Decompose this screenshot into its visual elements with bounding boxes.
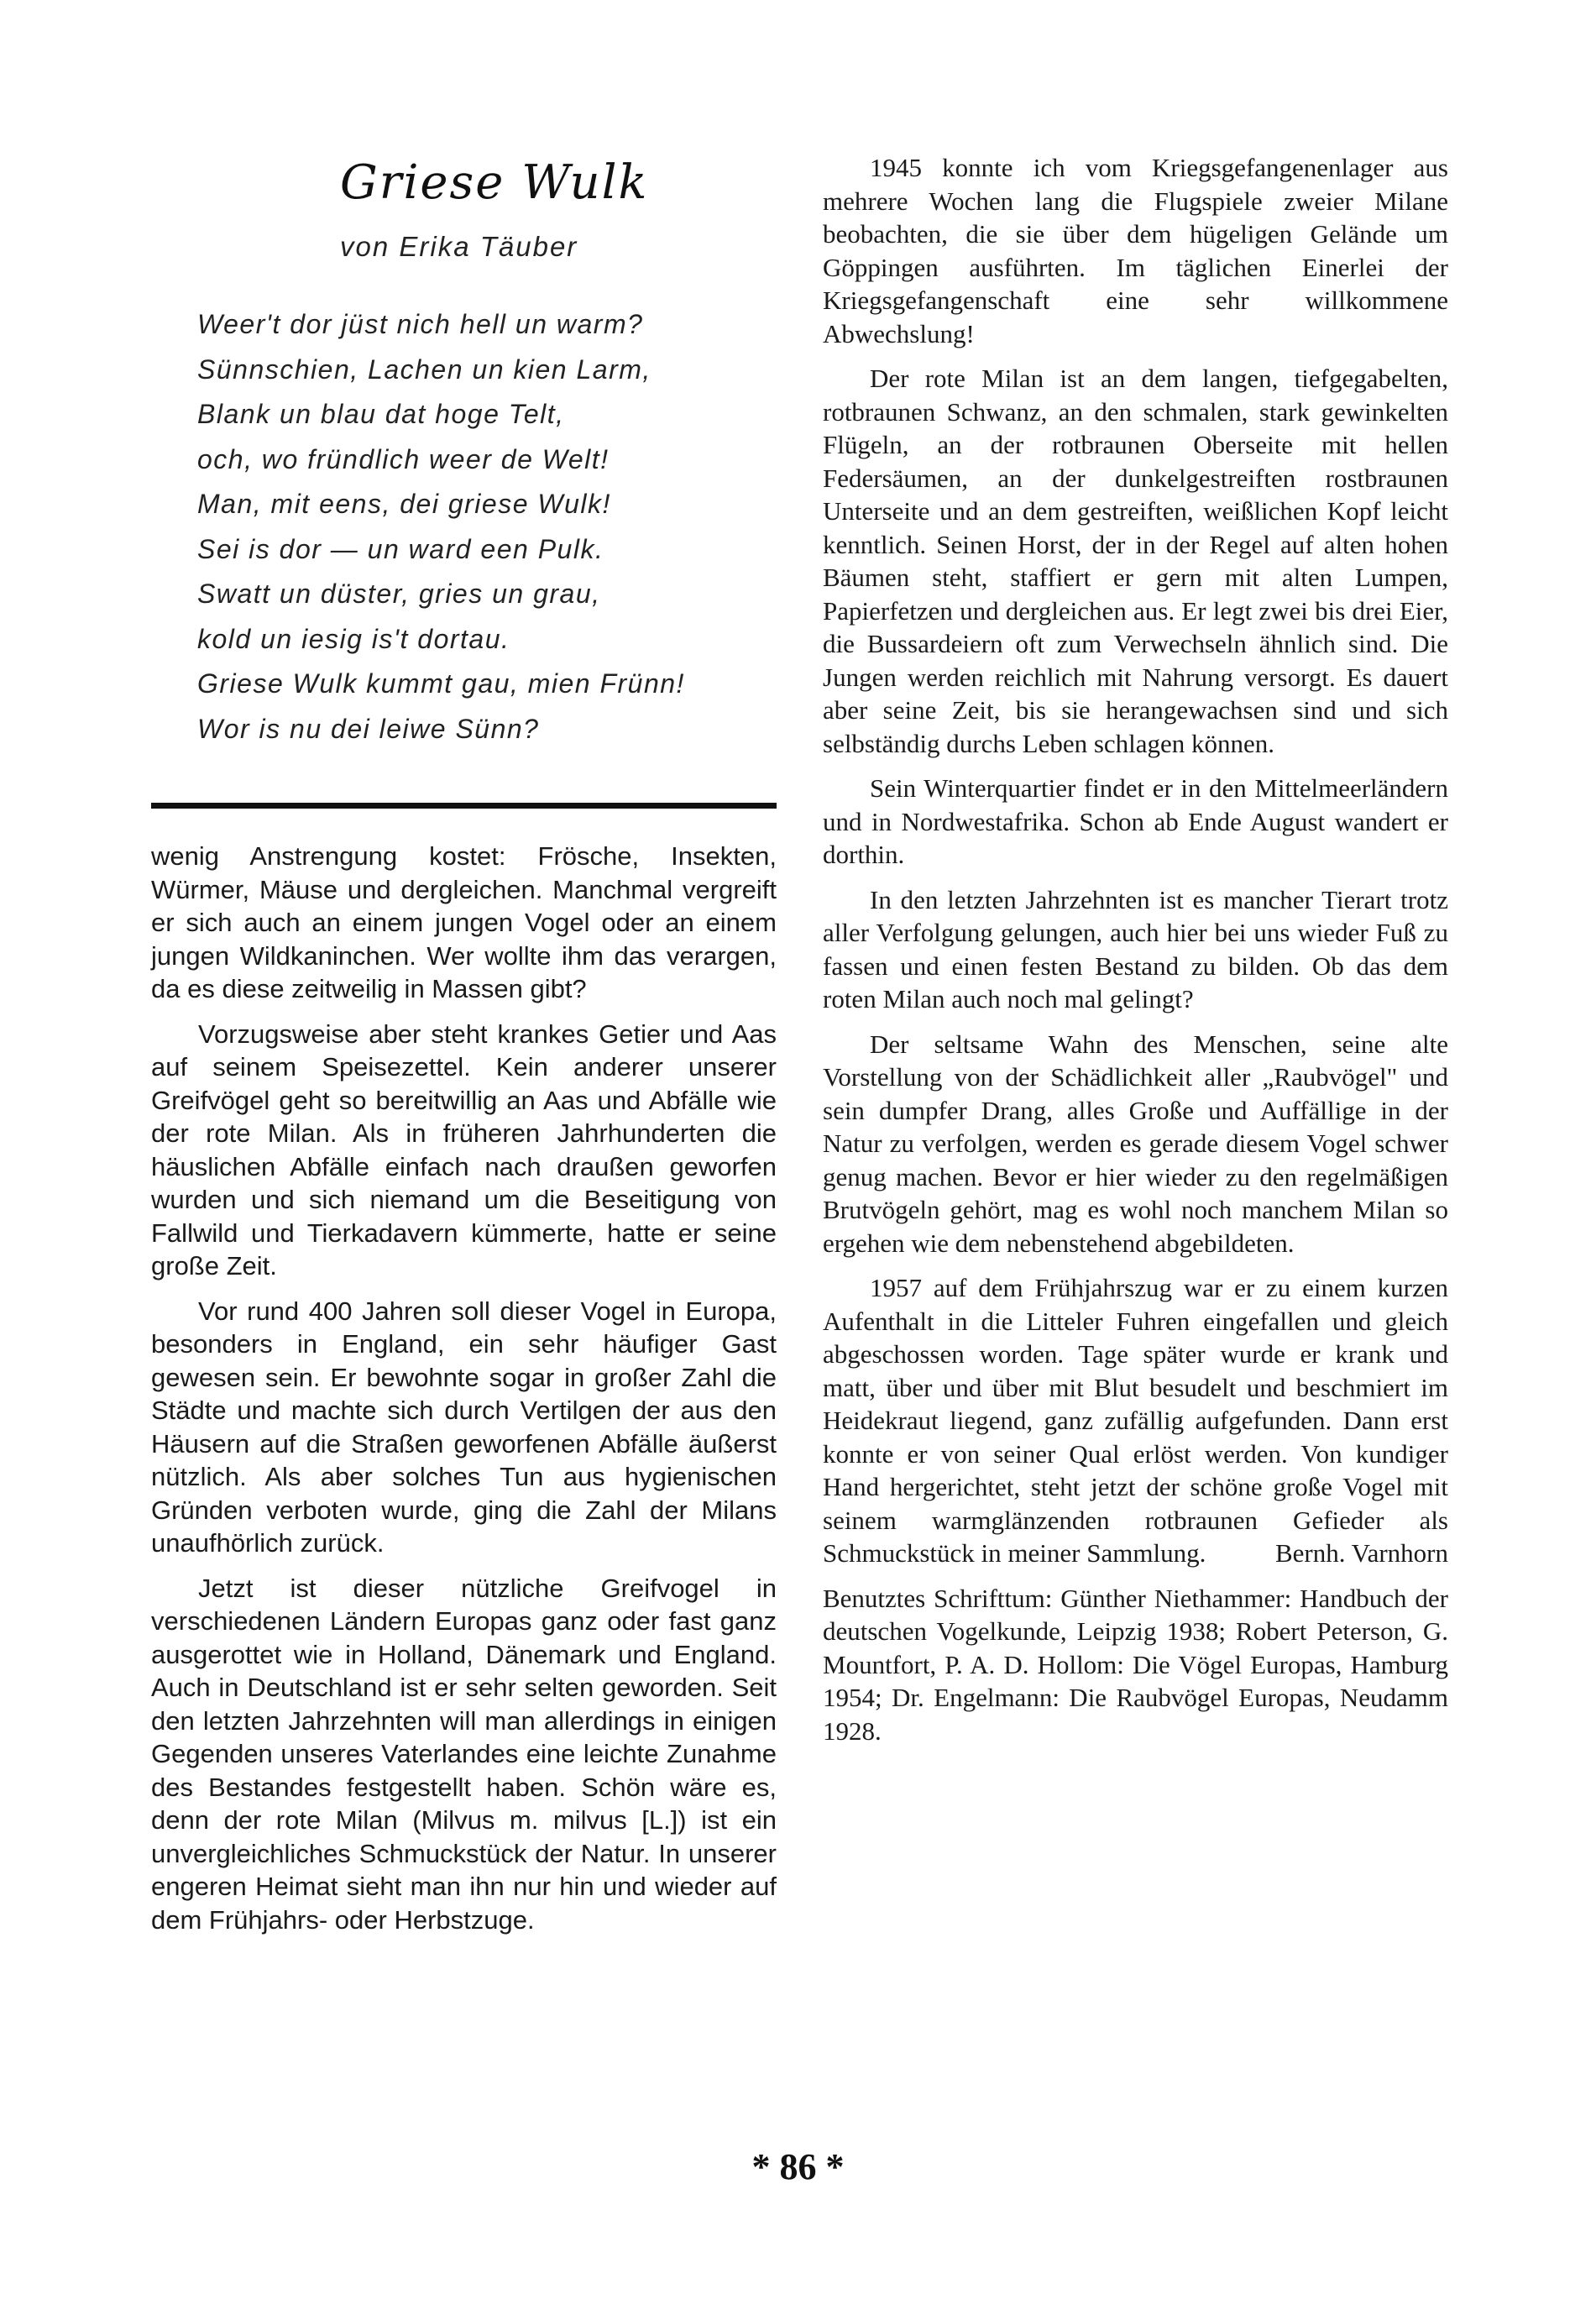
poem-title: Griese Wulk: [340, 155, 649, 210]
paragraph-text: 1957 auf dem Frühjahrszug war er zu einem kurzen Aufenthalt in die Litteler Fuhren eingefallen und gleich abgeschossen worden. Tage später wurde er krank und matt, über und über mit Blut besudelt und beschmiert im Heidekraut liegend, ganz zufällig aufgefunden. Dann erst konnte er von seiner Qual erlöst werden. Von kundiger Hand hergerichtet, steht jetzt der schöne große Vogel mit seinem warmglänzenden rotbraunen Gefieder als Schmuckstück in meiner Sammlung.: [823, 1273, 1448, 1568]
poem-line: Blank un blau dat hoge Telt,: [197, 399, 565, 429]
paragraph: In den letzten Jahrzehnten ist es mancher Tierart trotz aller Verfolgung gelungen, auch hier bei uns wieder Fuß zu fassen und einen festen Bestand zu bilden. Ob das dem roten Milan auch noch mal gelingt?: [823, 884, 1448, 1013]
page-number: * 86 *: [751, 2146, 845, 2187]
poem-line: Swatt un düster, gries un grau,: [197, 579, 601, 609]
right-column: [823, 151, 1448, 1759]
author-signature: Bernh. Varnhorn: [1274, 1538, 1448, 1568]
poem-line: Sei is dor — un ward een Pulk.: [197, 533, 604, 564]
paragraph: wenig Anstrengung kostet: Frösche, Insekten, Würmer, Mäuse und dergleichen. Manchmal vergreift er sich auch an einem jungen Vogel oder an einem jungen Wildkaninchen. Wer wollte ihm das verargen, da es diese zeitweilig in Massen gibt?: [151, 841, 777, 1003]
poem-line: Sünnschien, Lachen un kien Larm,: [197, 353, 651, 385]
poem-line: Weer't dor jüst nich hell un warm?: [197, 309, 644, 339]
paragraph: Sein Winterquartier findet er in den Mittelmeerländern und in Nordwestafrika. Schon ab Ende August wandert er dorthin.: [823, 773, 1448, 869]
paragraph: Jetzt ist dieser nützliche Greifvogel in verschiedenen Ländern Europas ganz oder fast ganz ausgerottet wie in Holland, Dänemark und England. Auch in Deutschland ist er sehr selten geworden. Seit den letzten Jahrzehnten will man allerdings in einigen Gegenden unseres Vaterlandes eine leichte Zunahme des Bestandes festgestellt haben. Schön wäre es, denn der rote Milan (Milvus m. milvus [L.]) ist ein unvergleichliches Schmuckstück der Natur. In unserer engeren Heimat sieht man ihn nur hin und wieder auf dem Frühjahrs- oder Herbstzuge.: [151, 1573, 777, 1935]
references: Benutztes Schrifttum: Günther Niethammer: Handbuch der deutschen Vogelkunde, Leipzig 1938; Robert Peterson, G. Mountfort, P. A. D. Hollom: Die Vögel Europas, Hamburg 1954; Dr. Engelmann: Die Raubvögel Europas, Neudamm 1928.: [823, 1583, 1448, 1746]
paragraph: 1945 konnte ich vom Kriegsgefangenenlager aus mehrere Wochen lang die Flugspiele zweier Milane beobachten, die sie über dem hügeligen Gelände um Göppingen ausführten. Im täglichen Einerlei der Kriegsgefangenschaft eine sehr willkommene Abwechslung!: [823, 153, 1448, 348]
paragraph: Der rote Milan ist an dem langen, tiefgegabelten, rotbraunen Schwanz, an den schmalen, stark gewinkelten Flügeln, an der rotbraunen Oberseite mit hellen Federsäumen, an der dunkelgestreiften rostbraunen Unterseite und an dem gestreiften, weißlichen Kopf leicht kenntlich. Seinen Horst, der in der Regel auf alten hohen Bäumen steht, staffiert er gern mit alten Lumpen, Papierfetzen und dergleichen aus. Er legt zwei bis drei Eier, die Bussardeiern oft zum Verwechseln ähnlich sind. Die Jungen werden reichlich mit Nahrung versorgt. Es dauert aber seine Zeit, bis sie herangewachsen sind und sich selbständig durchs Leben schlagen können.: [823, 364, 1448, 758]
section-divider: [151, 803, 777, 809]
paragraph: Vorzugsweise aber steht krankes Getier und Aas auf seinem Speisezettel. Kein anderer unserer Greifvögel geht so bereitwillig an Aas und Abfälle wie der rote Milan. Als in früheren Jahrhunderten die häuslichen Abfälle einfach nach draußen geworfen wurden und sich niemand um die Beseitigung von Fallwild und Tierkadavern kümmerte, hatte er seine große Zeit.: [151, 1019, 777, 1280]
poem-line: Griese Wulk kummt gau, mien Frünn!: [197, 668, 685, 699]
poem-line: och, wo fründlich weer de Welt!: [197, 443, 610, 474]
poem-line: kold un iesig is't dortau.: [197, 623, 510, 654]
paragraph: Vor rund 400 Jahren soll dieser Vogel in Europa, besonders in England, ein sehr häufiger Gast gewesen sein. Er bewohnte sogar in großer Zahl die Städte und machte sich durch Vertilgen der aus den Häusern auf die Straßen geworfenen Abfälle äußerst nützlich. Als aber solches Tun aus hygienischen Gründen verboten wurde, ging die Zahl der Milans unaufhörlich zurück.: [151, 1296, 777, 1558]
poem-line: Man, mit eens, dei griese Wulk!: [197, 489, 611, 519]
paragraph: [823, 1271, 1448, 1570]
left-column: [151, 840, 777, 1948]
poem-line: Wor is nu dei leiwe Sünn?: [197, 713, 540, 744]
poem-author: von Erika Täuber: [340, 231, 578, 262]
poem-body: [197, 302, 685, 752]
paragraph: Der seltsame Wahn des Menschen, seine alte Vorstellung von der Schädlichkeit aller „Raubvögel" und sein dumpfer Drang, alles Große und Auffällige in der Natur zu verfolgen, werden es gerade diesem Vogel schwer genug machen. Bevor er hier wieder zu den regelmäßigen Brutvögeln gehört, mag es wohl noch manchem Milan so ergehen wie dem nebenstehend abgebildeten.: [823, 1029, 1448, 1258]
